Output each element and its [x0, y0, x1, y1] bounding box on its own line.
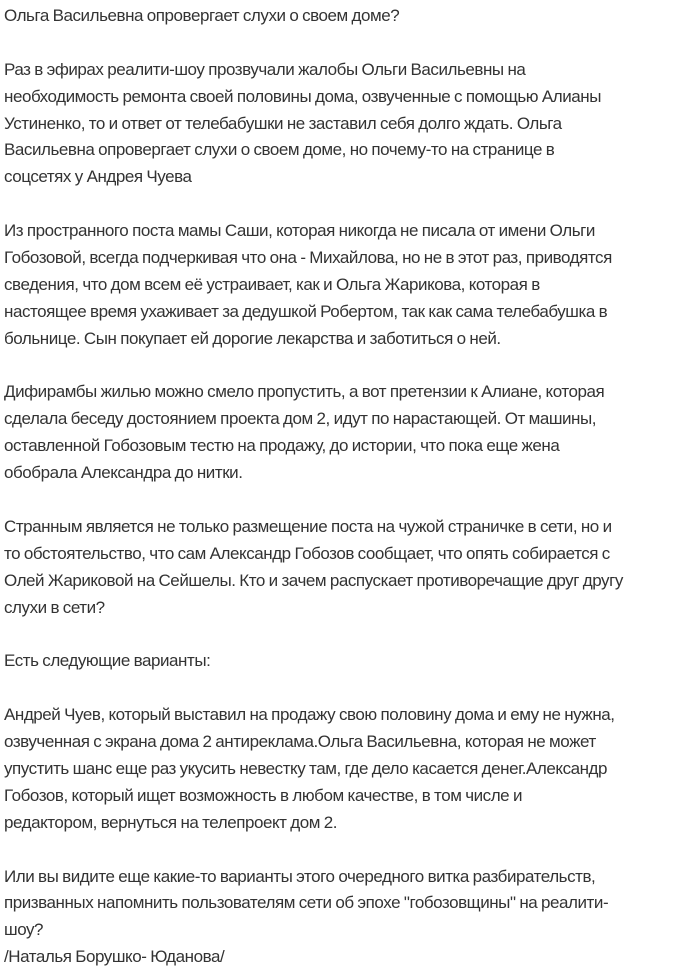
spacer: [4, 837, 699, 864]
paragraph-line: Раз в эфирах реалити-шоу прозвучали жалобы Ольги Васильевны на: [4, 59, 526, 79]
paragraph-line: Дифирамбы жилью можно смело пропустить, а вот претензии к Алиане, которая: [4, 382, 605, 402]
paragraph-line: Гобозов, который ищет возможность в любом качестве, в том числе и: [4, 785, 523, 805]
paragraph-line: то обстоятельство, что сам Александр Гобозов сообщает, что опять собирается с: [4, 543, 610, 563]
paragraph-line: редактором, вернуться на телепроект дом 2.: [4, 812, 338, 832]
paragraph-line: сведения, что дом всем её устраивает, как и Ольга Жарикова, которая в: [4, 274, 540, 294]
spacer: [4, 621, 699, 648]
author-signature: /Наталья Борушко- Юданова/: [4, 947, 225, 967]
paragraph-5: [4, 648, 699, 675]
paragraph-line: Устиненко, то и ответ от телебабушки не заставил себя долго ждать. Ольга: [4, 113, 562, 133]
spacer: [4, 353, 699, 380]
paragraph-6: [4, 702, 699, 836]
paragraph-line: упустить шанс еще раз укусить невестку там, где дело касается денег.Александр: [4, 758, 608, 778]
paragraph-line: оставленной Гобозовым тестю на продажу, до истории, что пока еще жена: [4, 436, 560, 456]
spacer: [4, 191, 699, 218]
article-title: Ольга Васильевна опровергает слухи о своем доме?: [4, 6, 400, 25]
paragraph-3: [4, 379, 699, 487]
paragraph-line: соцсетях у Андрея Чуева: [4, 167, 192, 187]
paragraph-line: озвученная с экрана дома 2 антиреклама.Ольга Васильевна, которая не может: [4, 732, 596, 752]
spacer: [4, 30, 699, 57]
paragraph-line: Или вы видите еще какие-то варианты этого очередного витка разбирательств,: [4, 866, 596, 886]
paragraph-line: Гобозовой, всегда подчеркивая что она - Михайлова, но не в этот раз, приводятся: [4, 248, 612, 268]
paragraph-1: [4, 57, 699, 191]
paragraph-line: настоящее время ухаживает за дедушкой Робертом, так как сама телебабушка в: [4, 301, 608, 321]
paragraph-line: Есть следующие варианты:: [4, 651, 211, 671]
paragraph-line: шоу?: [4, 920, 44, 940]
paragraph-line: сделала беседу достоянием проекта дом 2, идут по нарастающей. От машины,: [4, 409, 597, 429]
paragraph-line: Олей Жариковой на Сейшелы. Кто и зачем распускает противоречащие друг другу: [4, 570, 623, 590]
paragraph-line: больнице. Сын покупает ей дорогие лекарства и заботиться о ней.: [4, 328, 501, 348]
paragraph-4: [4, 514, 699, 622]
paragraph-line: Андрей Чуев, который выставил на продажу свою половину дома и ему не нужна,: [4, 705, 615, 725]
paragraph-line: обобрала Александра до нитки.: [4, 463, 243, 483]
paragraph-line: Странным является не только размещение поста на чужой страничке в сети, но и: [4, 516, 612, 536]
paragraph-7: [4, 864, 699, 945]
paragraph-line: необходимость ремонта своей половины дома, озвученные с помощью Алианы: [4, 86, 601, 106]
paragraph-line: Васильевна опровергает слухи о своем доме, но почему-то на странице в: [4, 140, 555, 160]
paragraph-line: Из пространного поста мамы Саши, которая никогда не писала от имени Ольги: [4, 221, 595, 241]
paragraph-line: слухи в сети?: [4, 597, 105, 617]
spacer: [4, 487, 699, 514]
paragraph-line: призванных напомнить пользователям сети об эпохе "гобозовщины" на реалити-: [4, 893, 609, 913]
spacer: [4, 675, 699, 702]
paragraph-2: [4, 218, 699, 352]
